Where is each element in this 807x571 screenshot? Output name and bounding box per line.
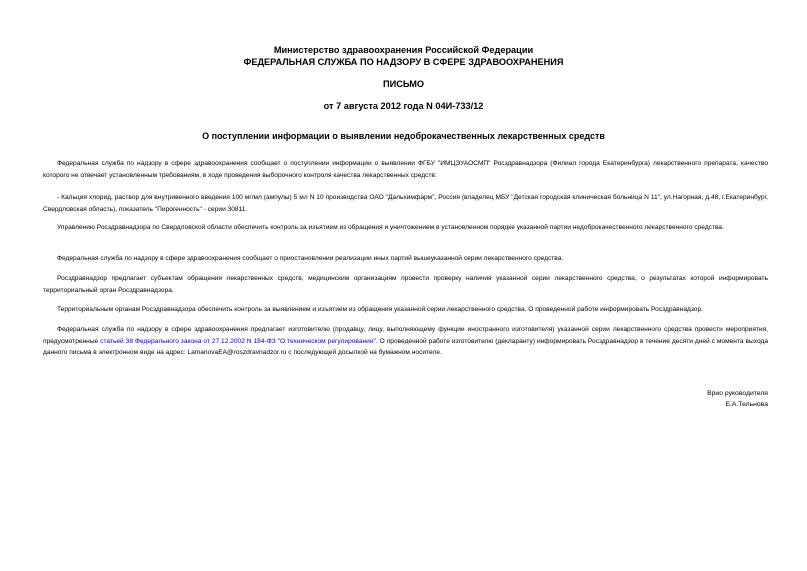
document-date-number: от 7 августа 2012 года N 04И-733/12 bbox=[323, 101, 484, 111]
paragraph-regional-control: Управлению Росздравнадзора по Свердловской области обеспечить контроль за изъятием из обращения и уничтожением в установленном порядке указанной партии недоброкачественного лекарственного средства. bbox=[57, 224, 724, 231]
paragraph-manufacturer-text-start: Федеральная служба по надзору в сфере здравоохранения предлагает изготовителю (продавцу, лицу, выполняющему функции иностранного изготовителя) указанной серии лекарственного средства провести мероприятия, предусмотренные bbox=[43, 326, 768, 345]
paragraph-manufacturer-request bbox=[43, 324, 768, 359]
paragraph-inspection-proposal: Росздравнадзор предлагает субъектам обращения лекарственных средств, медицинским организациям провести проверку наличия указанной серии лекарственного средства, о результатах которой информировать территориальный орган Росздравнадзора. bbox=[43, 275, 768, 294]
ministry-heading: Министерство здравоохранения Российской Федерации bbox=[273, 45, 534, 55]
document-subject: О поступлении информации о выявлении недоброкачественных лекарственных средств bbox=[202, 131, 605, 141]
signatory-position: Врио руководителя bbox=[707, 390, 768, 397]
paragraph-suspension: Федеральная служба по надзору в сфере здравоохранения сообщает о приостановлении реализации иных партий вышеуказанной серии лекарственного средства. bbox=[57, 255, 564, 262]
paragraph-notification: Федеральная служба по надзору в сфере здравоохранения сообщает о поступлении информации о выявлении ФГБУ "ИМЦЭУАОСМП" Росздравнадзора (Филиал города Екатеринбурга) лекарственного препарата, качество которого не отвечает установленным требованиям, в ходе проведения выборочного контроля качества лекарственных средств: bbox=[43, 160, 768, 179]
law-article-link[interactable]: статьей 38 Федерального закона от 27.12.2002 N 184-ФЗ "О техническом регулировании" bbox=[100, 337, 376, 345]
document-type: ПИСЬМО bbox=[382, 79, 425, 89]
signatory-name: Е.А.Тельнова bbox=[725, 401, 768, 408]
paragraph-drug-details: - Кальция хлорид, раствор для внутривенного введения 100 мг/мл (ампулы) 5 мл N 10 производства ОАО "Дальхимфарм", Россия (владелец МБУ "Детская городская клиническая больница N 11", ул.Нагорная, д.48, г.Екатеринбург, Свердловская область), показатель "Пирогенность" - серии 30811. bbox=[43, 194, 768, 213]
paragraph-manufacturer-text-end: . О проведенной работе изготовителю (декларанту) информировать Росздравнадзор в течение десяти дней с момента выхода данного письма в электронном виде на адрес: LamanovaEA@roszdravnadzor.ru с последующей досылкой на бумажном носителе. bbox=[43, 337, 768, 356]
service-heading: ФЕДЕРАЛЬНАЯ СЛУЖБА ПО НАДЗОРУ В СФЕРЕ ЗДРАВООХРАНЕНИЯ bbox=[243, 57, 564, 67]
paragraph-territorial-bodies: Территориальным органам Росздравнадзора обеспечить контроль за выявлением и изъятием из обращения указанной серии лекарственного средства. О проведенной работе информировать Росздравнадзор. bbox=[57, 306, 703, 313]
